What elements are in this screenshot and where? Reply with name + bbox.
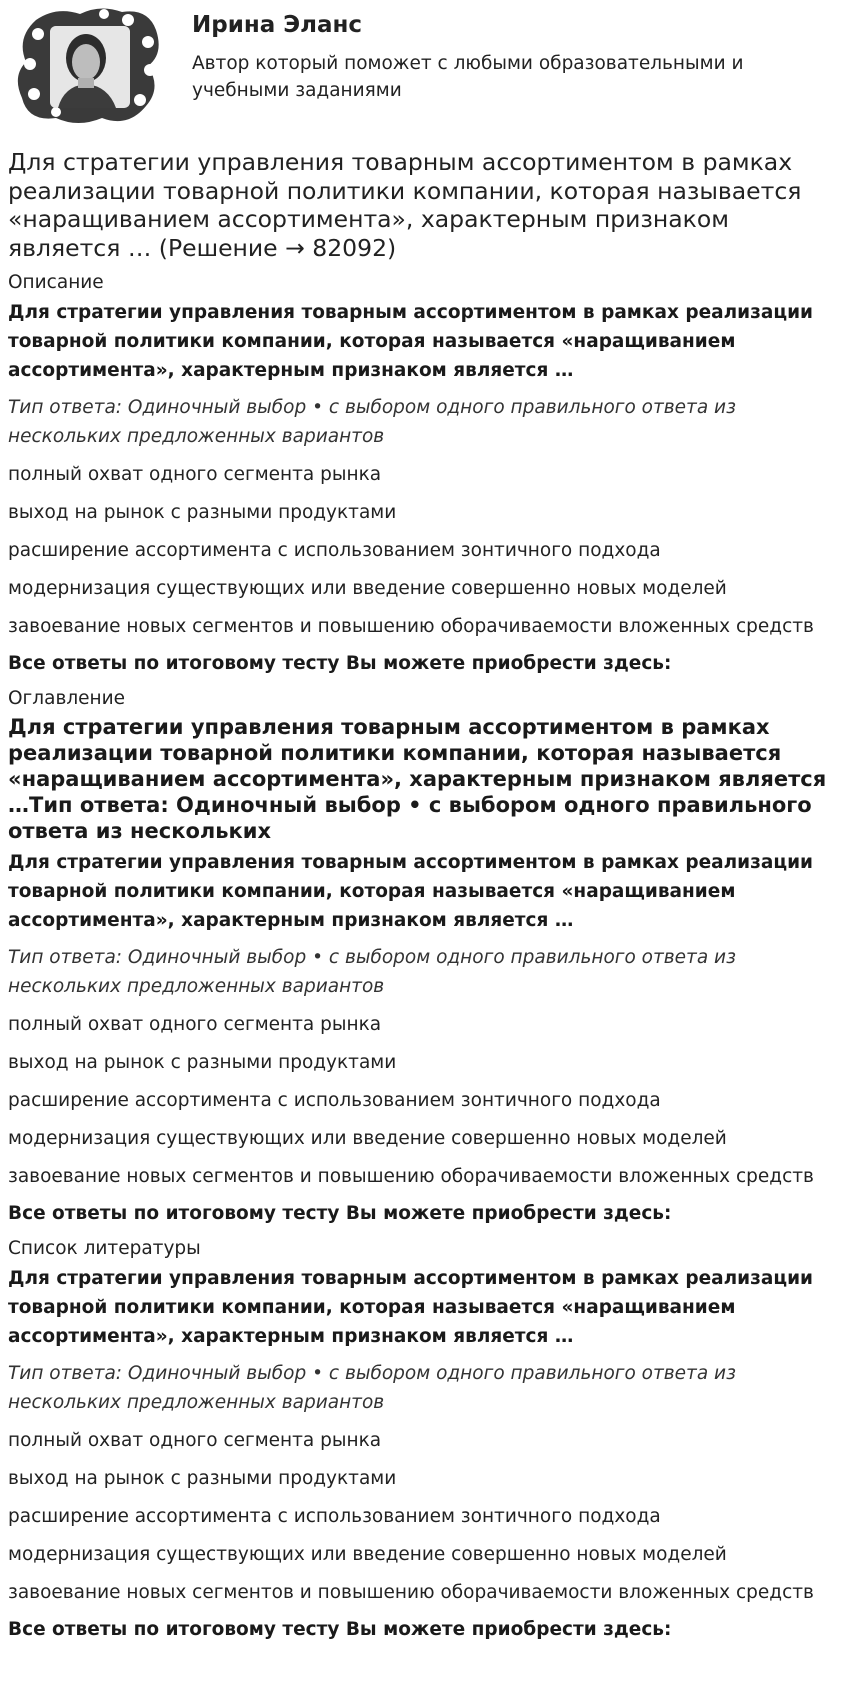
option-4: модернизация существующих или введение совершенно новых моделей	[8, 578, 727, 599]
option-5: завоевание новых сегментов и повышению оборачиваемости вложенных средств	[8, 1166, 814, 1187]
option-3: расширение ассортимента с использованием зонтичного подхода	[8, 1090, 661, 1111]
question-text: Для стратегии управления товарным ассортиментом в рамках реализации товарной политики компании, которая называется «наращиванием ассортимента», характерным признаком является …	[8, 1268, 814, 1347]
option-1: полный охват одного сегмента рынка	[8, 1430, 382, 1451]
option-5: завоевание новых сегментов и повышению оборачиваемости вложенных средств	[8, 616, 814, 637]
option-1: полный охват одного сегмента рынка	[8, 464, 382, 485]
option-3: расширение ассортимента с использованием зонтичного подхода	[8, 1506, 661, 1527]
buy-text: Все ответы по итоговому тесту Вы можете приобрести здесь:	[8, 1203, 672, 1224]
author-name[interactable]: Ирина Эланс	[192, 12, 363, 38]
option-3: расширение ассортимента с использованием зонтичного подхода	[8, 540, 661, 561]
toc-section	[8, 688, 839, 1228]
page-title: Для стратегии управления товарным ассортиментом в рамках реализации товарной политики компании, которая называется «наращиванием ассортимента», характерным признаком является … (Решение → 82092)	[8, 148, 802, 262]
description-label: Описание	[8, 272, 104, 293]
buy-text: Все ответы по итоговому тесту Вы можете приобрести здесь:	[8, 1619, 672, 1640]
option-2: выход на рынок с разными продуктами	[8, 1468, 397, 1489]
option-2: выход на рынок с разными продуктами	[8, 1052, 397, 1073]
author-avatar[interactable]	[16, 6, 162, 126]
toc-heading: Для стратегии управления товарным ассортиментом в рамках реализации товарной политики компании, которая называется «наращиванием ассортимента», характерным признаком является …Тип ответа: Одиночный выбор • с выбором одного правильного ответа из нескольких	[8, 715, 827, 843]
option-4: модернизация существующих или введение совершенно новых моделей	[8, 1128, 727, 1149]
bibliography-section	[8, 1238, 839, 1644]
author-description: Автор который поможет с любыми образовательными и учебными заданиями	[192, 53, 744, 101]
answer-type: Тип ответа: Одиночный выбор • с выбором одного правильного ответа из нескольких предложенных вариантов	[8, 947, 736, 997]
option-4: модернизация существующих или введение совершенно новых моделей	[8, 1544, 727, 1565]
toc-label: Оглавление	[8, 688, 126, 709]
author-card	[8, 0, 839, 130]
option-1: полный охват одного сегмента рынка	[8, 1014, 382, 1035]
option-2: выход на рынок с разными продуктами	[8, 502, 397, 523]
buy-text: Все ответы по итоговому тесту Вы можете приобрести здесь:	[8, 653, 672, 674]
question-text: Для стратегии управления товарным ассортиментом в рамках реализации товарной политики компании, которая называется «наращиванием ассортимента», характерным признаком является …	[8, 302, 814, 381]
bibliography-label: Список литературы	[8, 1238, 201, 1259]
answer-type: Тип ответа: Одиночный выбор • с выбором одного правильного ответа из нескольких предложенных вариантов	[8, 397, 736, 447]
option-5: завоевание новых сегментов и повышению оборачиваемости вложенных средств	[8, 1582, 814, 1603]
question-text: Для стратегии управления товарным ассортиментом в рамках реализации товарной политики компании, которая называется «наращиванием ассортимента», характерным признаком является …	[8, 852, 814, 931]
answer-type: Тип ответа: Одиночный выбор • с выбором одного правильного ответа из нескольких предложенных вариантов	[8, 1363, 736, 1413]
description-section	[8, 272, 839, 678]
